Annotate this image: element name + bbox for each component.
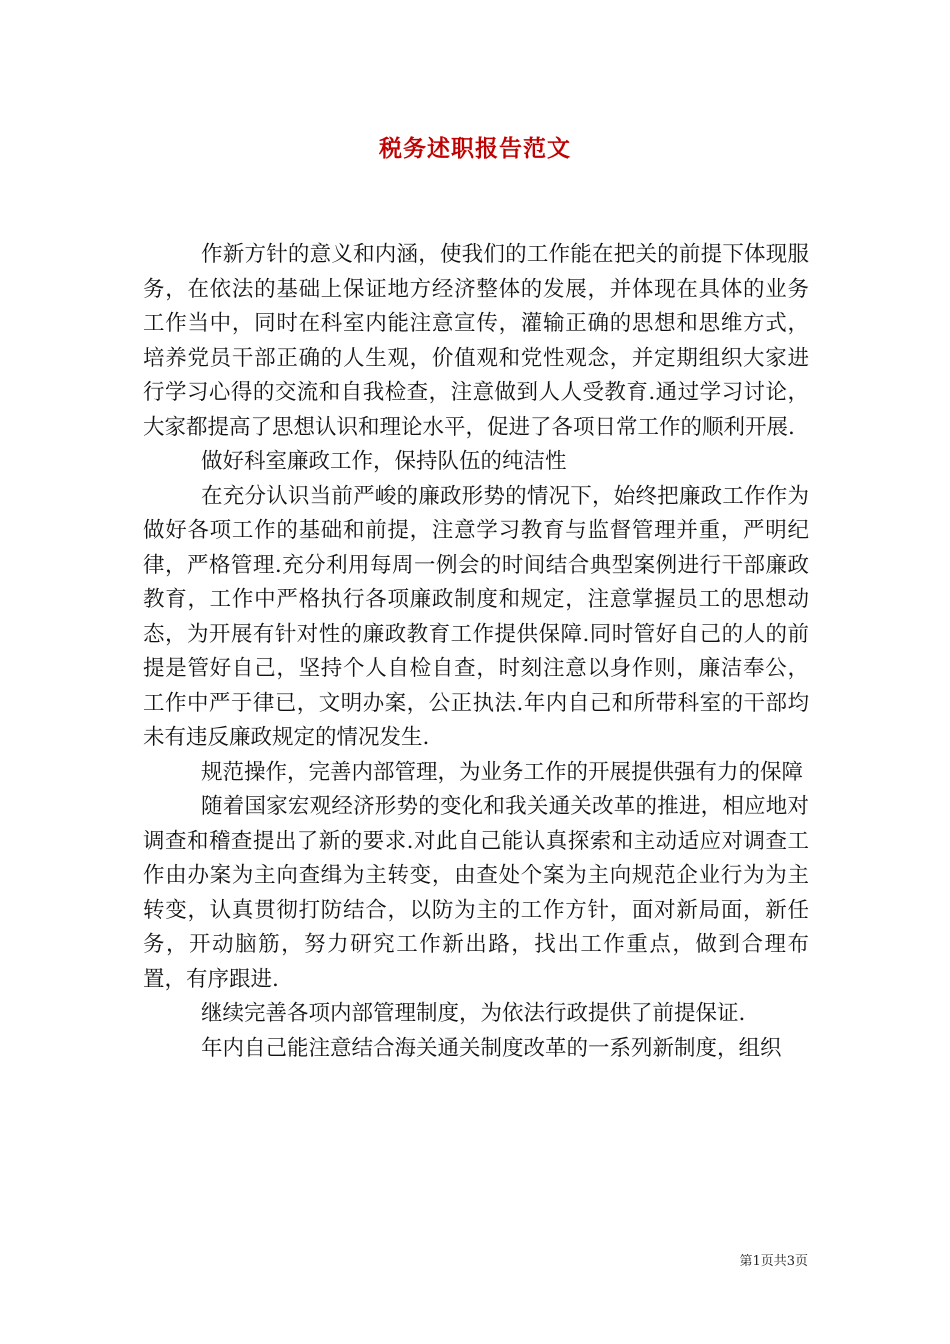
- body-paragraph: 在充分认识当前严峻的廉政形势的情况下，始终把廉政工作作为做好各项工作的基础和前提，注意学习教育与监督管理并重，严明纪律，严格管理.充分利用每周一例会的时间结合典型案例进行干部廉政教育，工作中严格执行各项廉政制度和规定，注意掌握员工的思想动态，为开展有针对性的廉政教育工作提供保障.同时管好自己的人的前提是管好自己，坚持个人自检自查，时刻注意以身作则，廉洁奉公，工作中严于律已，文明办案，公正执法.年内自己和所带科室的干部均未有违反廉政规定的情况发生.: [143, 483, 809, 750]
- body-paragraph: 随着国家宏观经济形势的变化和我关通关改革的推进，相应地对调查和稽查提出了新的要求.对此自己能认真探索和主动适应对调查工作由办案为主向查缉为主转变，由查处个案为主向规范企业行为为主转变，认真贯彻打防结合，以防为主的工作方针，面对新局面，新任务，开动脑筋，努力研究工作新出路，找出工作重点，做到合理布置，有序跟进.: [143, 794, 809, 992]
- page-number: 第1页共3页: [739, 1254, 808, 1269]
- document-title: 税务述职报告范文: [379, 135, 571, 162]
- section-heading: 继续完善各项内部管理制度，为依法行政提供了前提保证.: [201, 1001, 746, 1026]
- section-heading: 做好科室廉政工作，保持队伍的纯洁性: [201, 449, 567, 474]
- body-paragraph: 作新方针的意义和内涵，使我们的工作能在把关的前提下体现服务，在依法的基础上保证地方经济整体的发展，并体现在具体的业务工作当中，同时在科室内能注意宣传，灌输正确的思想和思维方式，培养党员干部正确的人生观，价值观和党性观念，并定期组织大家进行学习心得的交流和自我检查，注意做到人人受教育.通过学习讨论，大家都提高了思想认识和理论水平，促进了各项日常工作的顺利开展.: [143, 242, 809, 440]
- section-heading: 规范操作，完善内部管理，为业务工作的开展提供强有力的保障: [201, 759, 804, 785]
- body-paragraph: 年内自己能注意结合海关通关制度改革的一系列新制度，组织: [201, 1035, 782, 1061]
- document-body: [143, 238, 809, 1066]
